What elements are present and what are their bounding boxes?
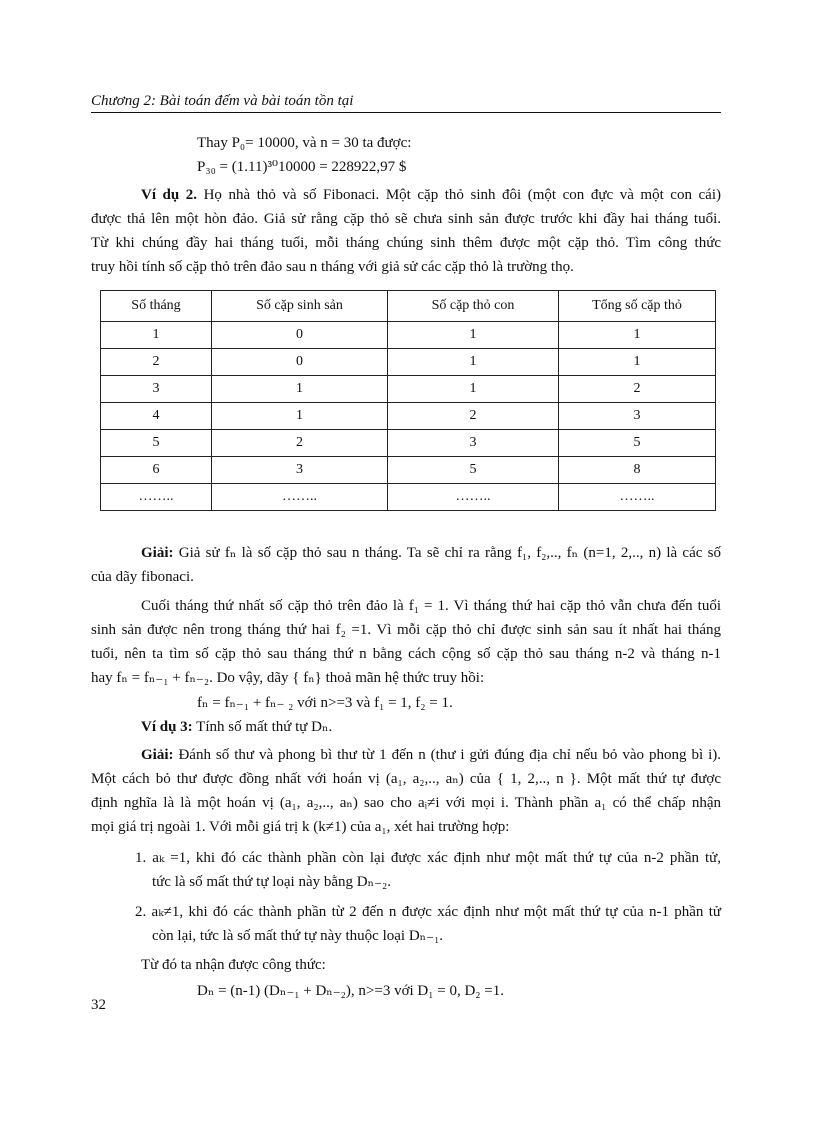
example-2-line-4: truy hồi tính số cặp thỏ trên đảo sau n tháng với giả sử các cặp thỏ là trường thọ.: [91, 259, 574, 275]
example-2-label: Ví dụ 2.: [141, 187, 198, 203]
table-cell: 1: [388, 322, 559, 349]
table-cell: ……..: [559, 484, 716, 511]
example-3-line: [91, 717, 721, 737]
table-header-cell: Số tháng: [101, 291, 212, 322]
table-cell: 1: [212, 403, 388, 430]
case-1-line-2: tức là số mất thứ tự loại này bằng Dₙ₋₂.: [152, 874, 391, 890]
table-cell: 0: [212, 322, 388, 349]
table-row: [101, 457, 716, 484]
solution-2-text: Giả sử fₙ là số cặp thỏ sau n tháng. Ta sẽ chỉ ra rằng f₁, f₂,.., fₙ (n=1, 2,.., n) là các số: [173, 545, 721, 561]
example-3-label: Ví dụ 3:: [141, 719, 193, 735]
table-cell: 5: [101, 430, 212, 457]
table-row: [101, 403, 716, 430]
table-header-cell: Tổng số cặp thỏ: [559, 291, 716, 322]
fibonacci-formula: fₙ = fₙ₋₁ + fₙ₋ ₂ với n>=3 và f₁ = 1, f₂ = 1.: [197, 695, 453, 711]
table-cell: 3: [212, 457, 388, 484]
case-1-line-1: 1. aₖ =1, khi đó các thành phần còn lại được xác định như một mất thứ tự của n-2 phần tử,: [135, 850, 721, 866]
solution-3-label: Giải:: [141, 747, 174, 763]
table-cell: 3: [388, 430, 559, 457]
solution-2-line-2: của dãy fibonaci.: [91, 569, 194, 585]
paragraph-line-2: sinh sản được nên trong tháng thứ hai f₂ =1. Vì mỗi cặp thỏ chỉ được sinh sản sau ít nhất hai tháng: [91, 622, 721, 638]
paragraph-line-1: Cuối tháng thứ nhất số cặp thỏ trên đảo là f₁ = 1. Vì tháng thứ hai cặp thỏ vẫn chưa đến tuổi: [141, 598, 721, 614]
table-row: [101, 430, 716, 457]
case-2-line-2: còn lại, tức là số mất thứ tự này thuộc loại Dₙ₋₁.: [152, 928, 444, 944]
chapter-header: Chương 2: Bài toán đếm và bài toán tồn tại: [91, 93, 354, 109]
table-cell: 3: [101, 376, 212, 403]
solution-3-line-2: Một cách bỏ thư được đồng nhất với hoán vị (a₁, a₂,.., aₙ) của { 1, 2,.., n }. Một mất thứ tự được: [91, 771, 721, 787]
table-cell: 1: [559, 322, 716, 349]
table-row: [101, 484, 716, 511]
example-3-text: Tính số mất thứ tự Dₙ.: [192, 719, 333, 735]
fibonacci-table: [100, 290, 716, 511]
table-cell: 4: [101, 403, 212, 430]
table-cell: 5: [559, 430, 716, 457]
table-cell: 0: [212, 349, 388, 376]
table-cell: 2: [101, 349, 212, 376]
page-number: 32: [91, 997, 106, 1013]
table-row: [101, 349, 716, 376]
table-cell: 2: [388, 403, 559, 430]
solution-3-line-4: mọi giá trị ngoài 1. Với mỗi giá trị k (k≠1) của a₁, xét hai trường hợp:: [91, 819, 510, 835]
solution-3-line-3: định nghĩa là là một hoán vị (a₁, a₂,.., aₙ) sao cho aᵢ≠i với mọi i. Thành phần a₁ có thể chấp nhận: [91, 795, 721, 811]
solution-3-text: Đánh số thư và phong bì thư từ 1 đến n (thư i gửi đúng địa chỉ nếu bỏ vào phong bì i).: [173, 747, 721, 763]
example-2-text: Họ nhà thỏ và số Fibonaci. Một cặp thỏ sinh đôi (một con đực và một con cái): [197, 187, 721, 203]
table-cell: 1: [559, 349, 716, 376]
table-cell: 5: [388, 457, 559, 484]
solution-2-label: Giải:: [141, 545, 174, 561]
header-rule: [91, 112, 721, 113]
table-cell: 1: [101, 322, 212, 349]
example-2-line-3: Từ khi chúng đầy hai tháng tuổi, mỗi tháng chúng sinh thêm được một cặp thỏ. Tìm công thức: [91, 235, 721, 251]
table-cell: 8: [559, 457, 716, 484]
table-row: [101, 322, 716, 349]
solution-2-line-1: [91, 543, 721, 563]
paragraph-line-4: hay fₙ = fₙ₋₁ + fₙ₋₂. Do vậy, dãy { fₙ} thoả mãn hệ thức truy hồi:: [91, 670, 485, 686]
table-cell: ……..: [212, 484, 388, 511]
table-cell: 1: [212, 376, 388, 403]
table-cell: 2: [212, 430, 388, 457]
equation-line-2: P₃₀ = (1.11)³⁰10000 = 228922,97 $: [197, 159, 407, 175]
table-cell: ……..: [101, 484, 212, 511]
case-2-line-1: 2. aₖ≠1, khi đó các thành phần từ 2 đến n được xác định như một mất thứ tự của n-1 phần tử: [135, 904, 721, 920]
table-row: [101, 376, 716, 403]
derangement-formula: Dₙ = (n-1) (Dₙ₋₁ + Dₙ₋₂), n>=3 với D₁ = 0, D₂ =1.: [197, 983, 504, 999]
paragraph-line-3: tuổi, nên ta tìm số cặp thỏ sau tháng thứ n bằng cách cộng số cặp thỏ sau tháng n-2 và tháng n-1: [91, 646, 721, 662]
table-cell: 1: [388, 349, 559, 376]
example-2-line-1: [91, 185, 721, 205]
table-cell: ……..: [388, 484, 559, 511]
table-cell: 6: [101, 457, 212, 484]
table-cell: 1: [388, 376, 559, 403]
table-cell: 3: [559, 403, 716, 430]
table-header-cell: Số cặp sinh sản: [212, 291, 388, 322]
equation-line-1: Thay P₀= 10000, và n = 30 ta được:: [197, 135, 412, 151]
table-header-cell: Số cặp thỏ con: [388, 291, 559, 322]
example-2-line-2: được thả lên một hòn đảo. Giả sử rằng cặp thỏ sẽ chưa sinh sản được trước khi đầy hai tháng tuổi.: [91, 211, 721, 227]
table-header-row: [101, 291, 716, 322]
conclusion-line: Từ đó ta nhận được công thức:: [141, 957, 326, 973]
table-cell: 2: [559, 376, 716, 403]
solution-3-line-1: [91, 745, 721, 765]
